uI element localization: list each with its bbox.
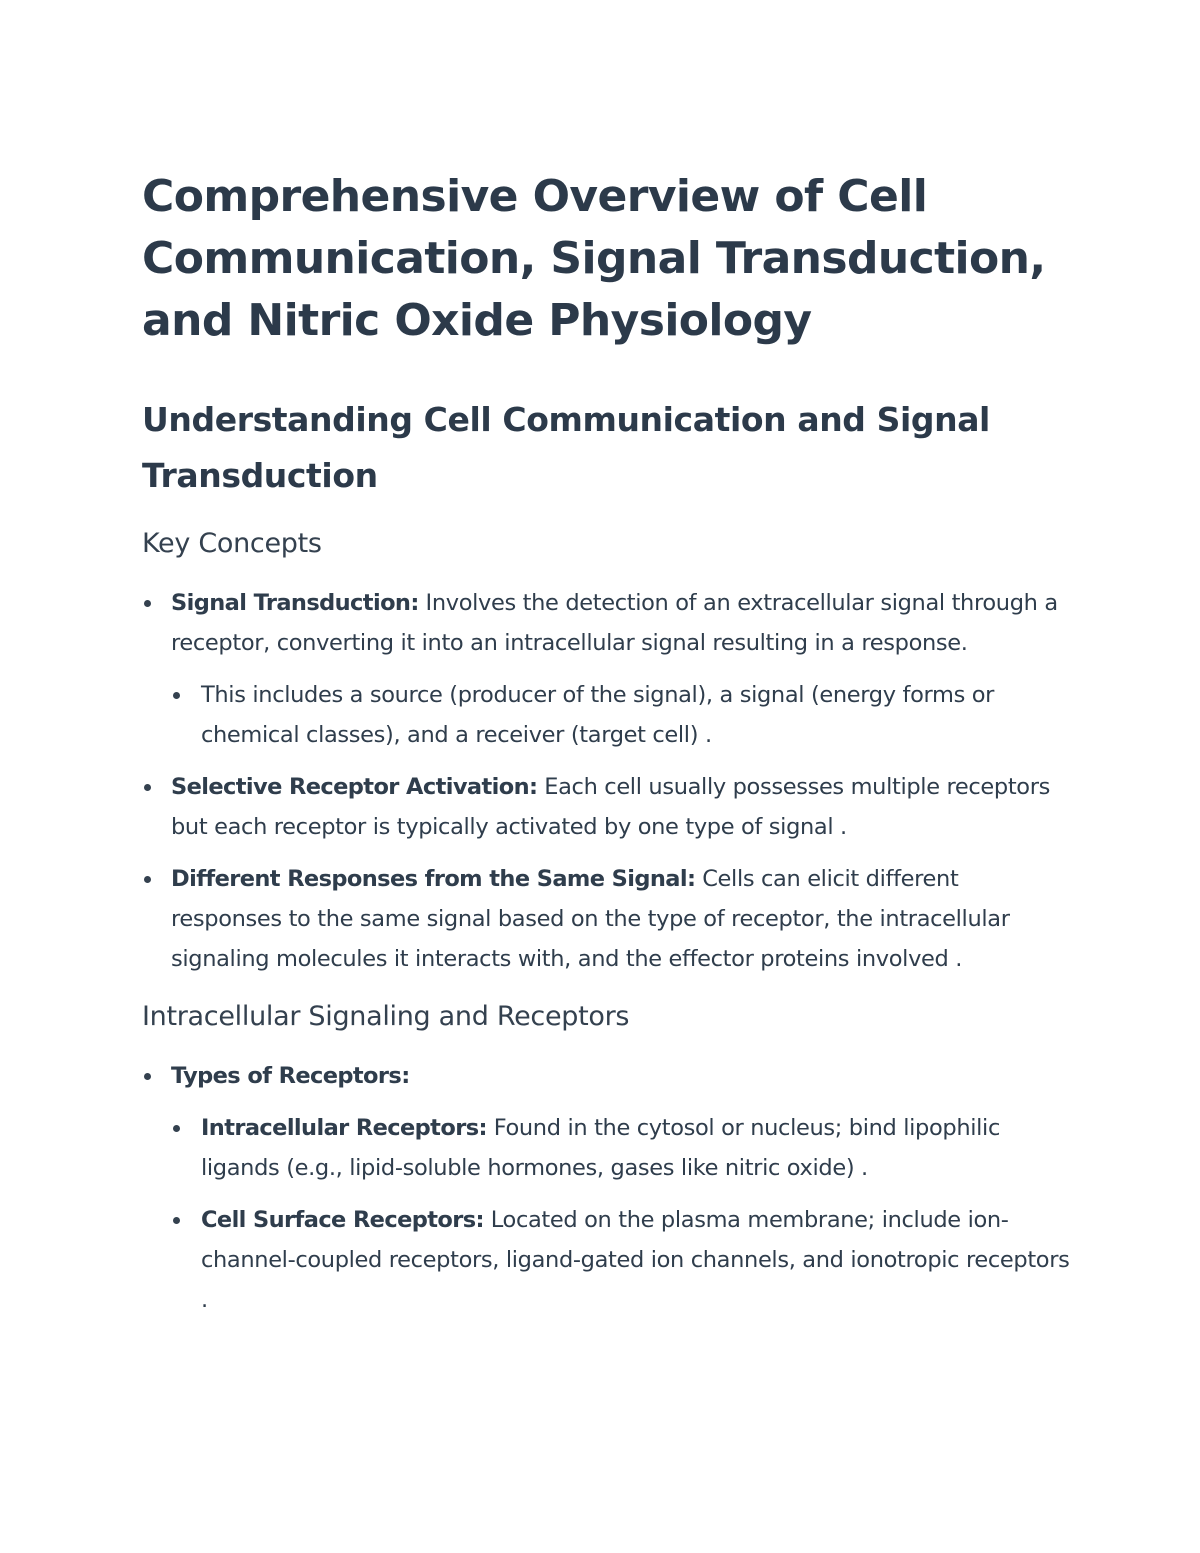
item-lead: Selective Receptor Activation:: [171, 774, 538, 800]
item-lead: Intracellular Receptors:: [201, 1115, 487, 1141]
sub-list-item-cell-surface-receptors: [171, 1200, 1072, 1320]
sub-list-item-source-signal-receiver: [171, 675, 1072, 755]
item-text: Located on the plasma membrane; include ion-channel-coupled receptors, ligand-gated ion channels, and ionotropic receptors .: [201, 1207, 1070, 1313]
bullet-icon: [144, 600, 151, 607]
list-item-signal-transduction: [142, 583, 1072, 755]
key-concepts-list: [142, 583, 1072, 979]
item-lead: Different Responses from the Same Signal:: [171, 866, 696, 892]
bullet-icon: [173, 1217, 180, 1224]
item-text: Each cell usually possesses multiple receptors but each receptor is typically activated by one type of signal .: [171, 774, 1050, 840]
document-title: Comprehensive Overview of Cell Communication, Signal Transduction, and Nitric Oxide Physiology: [142, 171, 1046, 346]
item-lead: Signal Transduction:: [171, 590, 419, 616]
subsection-heading-intracellular-signaling: Intracellular Signaling and Receptors: [142, 1001, 630, 1032]
sub-list: [171, 675, 1072, 755]
list-item-selective-receptor-activation: [142, 767, 1072, 847]
list-item-different-responses: [142, 859, 1072, 979]
item-lead: Types of Receptors:: [171, 1063, 410, 1089]
bullet-icon: [173, 1125, 180, 1132]
item-text: Found in the cytosol or nucleus; bind lipophilic ligands (e.g., lipid-soluble hormones, gases like nitric oxide) .: [201, 1115, 1000, 1181]
bullet-icon: [173, 692, 180, 699]
bullet-icon: [144, 876, 151, 883]
bullet-icon: [144, 784, 151, 791]
sub-list: [171, 1108, 1072, 1320]
item-lead: Cell Surface Receptors:: [201, 1207, 484, 1233]
section-heading: Understanding Cell Communication and Signal Transduction: [142, 400, 990, 495]
receptors-list: [142, 1056, 1072, 1320]
item-text: This includes a source (producer of the signal), a signal (energy forms or chemical classes), and a receiver (target cell) .: [201, 682, 995, 748]
item-text: Cells can elicit different responses to the same signal based on the type of receptor, the intracellular signaling molecules it interacts with, and the effector proteins involved .: [171, 866, 1010, 972]
list-item-types-of-receptors: [142, 1056, 1072, 1320]
bullet-icon: [144, 1073, 151, 1080]
subsection-heading-key-concepts: Key Concepts: [142, 528, 322, 559]
item-text: Involves the detection of an extracellular signal through a receptor, converting it into an intracellular signal resulting in a response.: [171, 590, 1058, 656]
sub-list-item-intracellular-receptors: [171, 1108, 1072, 1188]
document-page: [142, 166, 1072, 1332]
